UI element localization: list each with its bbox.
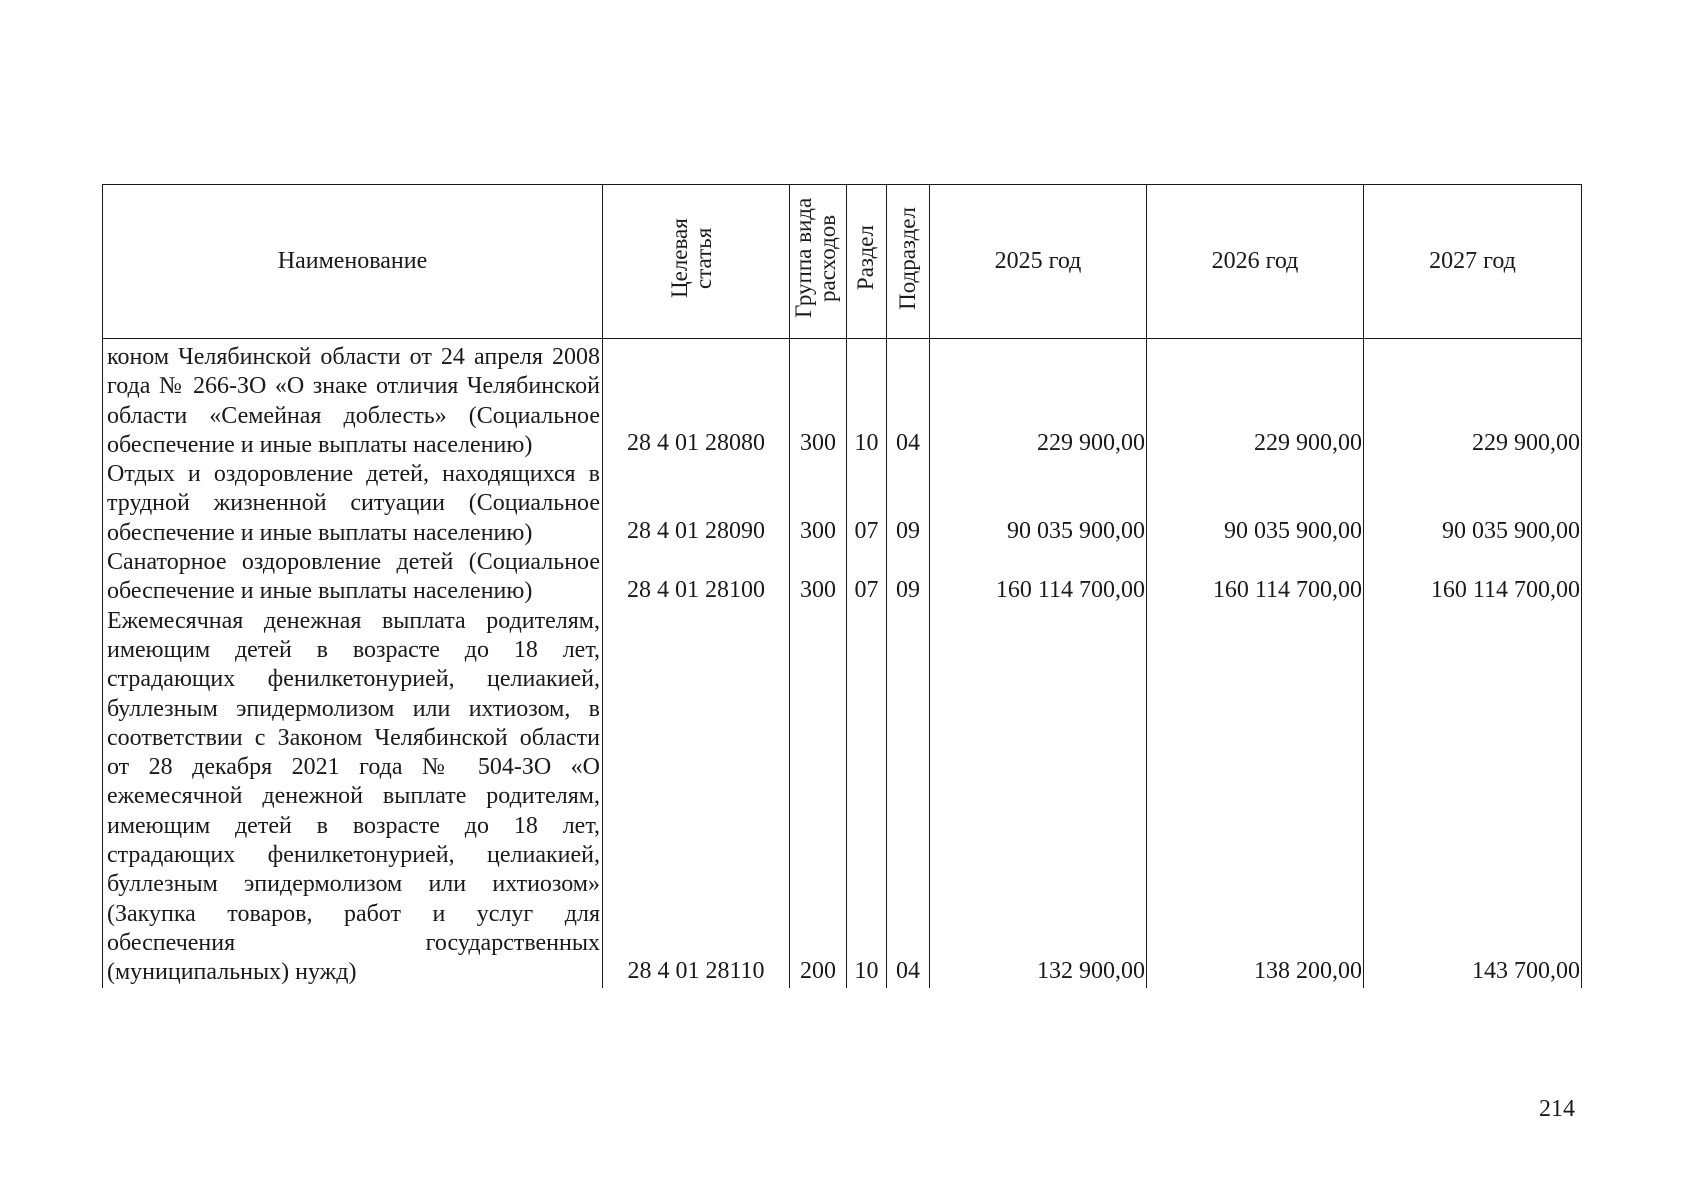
row-section: 07 <box>847 460 887 548</box>
row-2027: 90 035 900,00 <box>1364 460 1582 548</box>
page-number: 214 <box>1539 1096 1575 1122</box>
row-target: 28 4 01 28110 <box>603 607 790 988</box>
row-2025: 160 114 700,00 <box>930 548 1147 607</box>
header-name: Наименование <box>103 185 603 339</box>
row-2025: 132 900,00 <box>930 607 1147 988</box>
row-target: 28 4 01 28100 <box>603 548 790 607</box>
table-row <box>103 548 1582 607</box>
row-2025: 229 900,00 <box>930 339 1147 461</box>
row-subsection: 09 <box>887 460 930 548</box>
row-group: 300 <box>790 460 847 548</box>
row-2026: 138 200,00 <box>1147 607 1364 988</box>
row-subsection: 04 <box>887 339 930 461</box>
row-target: 28 4 01 28090 <box>603 460 790 548</box>
row-section: 10 <box>847 607 887 988</box>
row-name: Ежемесячная денежная выплата родителям, имеющим детей в возрасте до 18 лет, страдающих фенилкетонурией, целиакией, буллезным эпидермолизом или ихтиозом, в соответствии с Законом Челябинской области от 28 декабря 2021 года № 504-ЗО «О ежемесячной денежной выплате родителям, имеющим детей в возрасте до 18 лет, страдающих фенилкетонурией, целиакией, буллезным эпидермолизом или ихтиозом» (Закупка товаров, работ и услуг для обеспечения государственных (муниципальных) нужд) <box>103 607 603 988</box>
row-section: 07 <box>847 548 887 607</box>
header-2025: 2025 год <box>930 185 1147 339</box>
row-2025: 90 035 900,00 <box>930 460 1147 548</box>
table-row <box>103 607 1582 988</box>
header-2027: 2027 год <box>1364 185 1582 339</box>
budget-table <box>102 184 1582 988</box>
header-group: Группа вида расходов <box>790 185 847 339</box>
row-group: 200 <box>790 607 847 988</box>
row-group: 300 <box>790 339 847 461</box>
row-target: 28 4 01 28080 <box>603 339 790 461</box>
table-row <box>103 339 1582 461</box>
table-row <box>103 460 1582 548</box>
row-group: 300 <box>790 548 847 607</box>
row-name: Отдых и оздоровление детей, находящихся в трудной жизненной ситуации (Социальное обеспечение и иные выплаты населению) <box>103 460 603 548</box>
row-section: 10 <box>847 339 887 461</box>
header-2026: 2026 год <box>1147 185 1364 339</box>
header-section: Раздел <box>847 185 887 339</box>
row-subsection: 09 <box>887 548 930 607</box>
header-subsection: Подраздел <box>887 185 930 339</box>
row-name: коном Челябинской области от 24 апреля 2008 года № 266-ЗО «О знаке отличия Челябинской области «Семейная доблесть» (Социальное обеспечение и иные выплаты населению) <box>103 339 603 461</box>
row-2027: 143 700,00 <box>1364 607 1582 988</box>
row-2026: 229 900,00 <box>1147 339 1364 461</box>
row-2027: 229 900,00 <box>1364 339 1582 461</box>
header-target: Целевая статья <box>603 185 790 339</box>
row-2027: 160 114 700,00 <box>1364 548 1582 607</box>
table-header-row <box>103 185 1582 339</box>
row-name: Санаторное оздоровление детей (Социальное обеспечение и иные выплаты населению) <box>103 548 603 607</box>
row-subsection: 04 <box>887 607 930 988</box>
row-2026: 160 114 700,00 <box>1147 548 1364 607</box>
row-2026: 90 035 900,00 <box>1147 460 1364 548</box>
